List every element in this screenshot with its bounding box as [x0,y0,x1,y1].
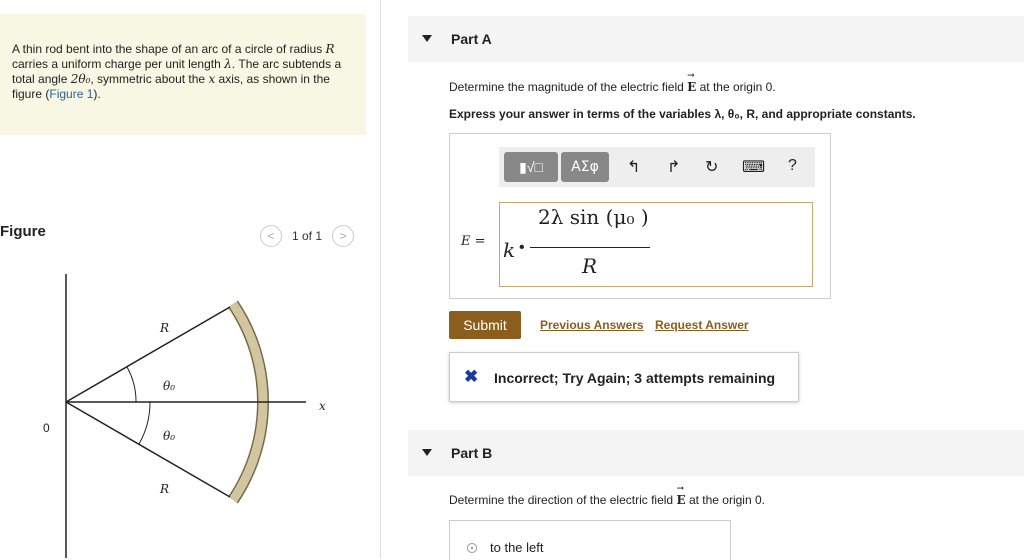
part-b-label: Part B [451,445,493,461]
radius-line-bottom [66,402,230,497]
symbols-button[interactable]: ΑΣφ [561,152,609,182]
request-answer-link[interactable]: Request Answer [655,318,749,332]
chevron-left-icon[interactable]: < [260,225,282,247]
problem-text-part: A thin rod bent into the shape of an arc of a circle of radius [12,42,326,56]
var-2theta0: 2θ₀ [70,72,91,86]
var-lambda: λ [224,57,232,71]
answer-lhs-label: E = [461,234,486,249]
figure-link[interactable]: Figure 1 [49,87,94,101]
field-vector-symbol: → E [687,80,696,94]
option-label: to the left [490,540,544,555]
problem-text [12,42,352,102]
problem-text-part: axis, as shown in the figure ( [12,72,330,101]
label-theta-top: θ₀ [163,379,176,393]
feedback-text: Incorrect; Try Again; 3 attempts remaining [494,370,776,386]
panel-divider [380,0,381,558]
collapse-triangle-icon[interactable] [422,35,432,42]
figure-pager [260,225,354,247]
previous-answers-link[interactable]: Previous Answers [540,318,644,332]
problem-text-part: ). [93,87,101,101]
reset-icon[interactable]: ↻ [705,159,719,176]
problem-text-part: . The arc subtends a total angle [12,57,342,86]
label-origin: 0 [43,421,50,435]
part-a-label: Part A [451,31,492,47]
problem-text-part: carries a uniform charge per unit length [12,57,225,71]
question-text: Determine the magnitude of the electric field [449,80,688,94]
var-r: R [325,42,335,56]
field-vector-symbol: → E [676,493,685,507]
answer-k: k [503,238,516,262]
figure-heading: Figure [0,223,46,240]
collapse-triangle-icon[interactable] [422,449,432,456]
problem-text-part: , symmetric about the [90,72,209,86]
angle-arc-top [127,367,136,402]
incorrect-x-icon: ✖ [464,367,479,386]
answer-denominator: R [582,254,598,278]
math-toolbar [499,147,815,187]
var-x: x [208,72,216,86]
undo-icon[interactable]: ↰ [627,159,641,176]
angle-arc-bottom [139,402,150,444]
question-text: at the origin 0. [685,493,765,507]
label-x-axis: x [319,399,326,413]
label-theta-bottom: θ₀ [163,429,176,443]
fraction-bar [530,247,650,248]
help-icon[interactable]: ? [788,157,797,174]
submit-button[interactable]: Submit [449,311,521,339]
redo-icon[interactable]: ↱ [667,159,681,176]
part-a-question [449,80,776,94]
part-a-header[interactable] [408,16,1024,62]
label-r-bottom: R [160,482,170,496]
part-a-instruction: Express your answer in terms of the variables λ, θ₀, R, and appropriate constants. [449,107,916,121]
pager-count: 1 of 1 [292,229,323,243]
question-text: at the origin 0. [696,80,776,94]
part-b-header[interactable] [408,430,1024,476]
chevron-right-icon[interactable]: > [332,225,354,247]
answer-numerator: 2λ sin (μ₀ ) [538,205,649,229]
radius-line-top [66,307,230,402]
option-radio-button[interactable] [467,543,477,553]
keyboard-icon[interactable]: ⌨ [742,159,766,176]
templates-button[interactable]: ▮√□ [504,152,558,182]
question-text: Determine the direction of the electric field [449,493,677,507]
label-r-top: R [160,321,170,335]
arc-figure [0,260,370,558]
answer-dot: • [519,239,525,256]
part-b-question [449,493,765,507]
